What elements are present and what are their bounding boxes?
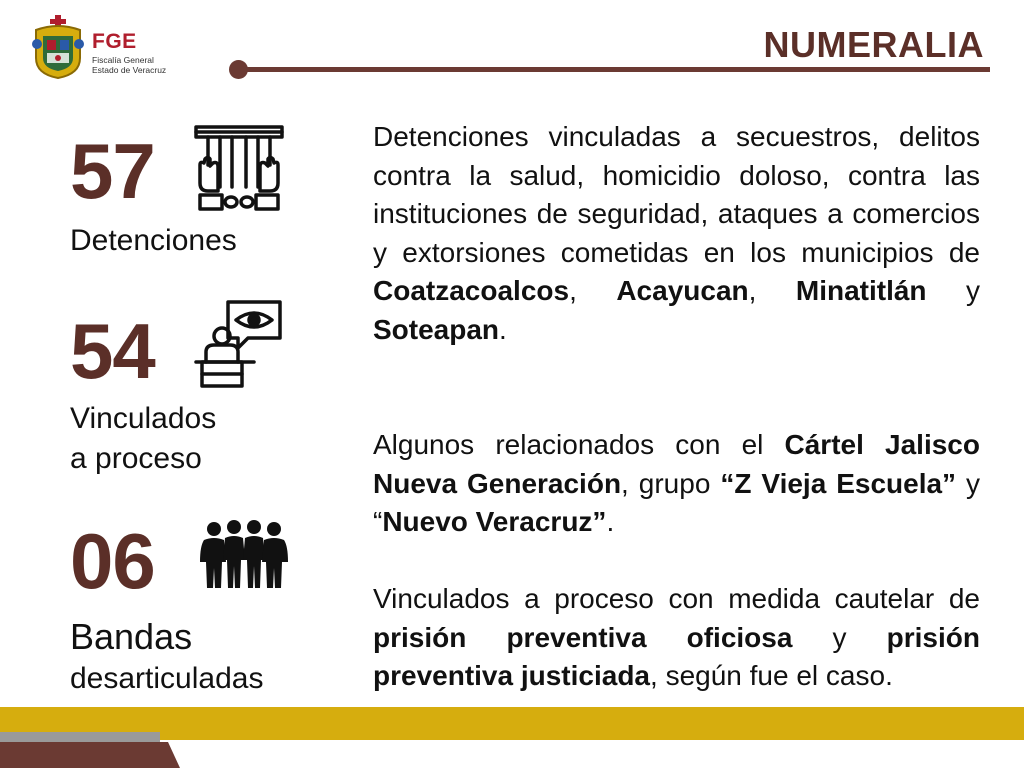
judge-at-podium-with-eye-icon: [192, 298, 284, 390]
measure-justiciada: prisión preventiva justiciada: [373, 621, 980, 691]
paragraph-precautionary-measures: Vinculados a proceso con medida cautelar de prisión preventiva oficiosa y prisión preventiva justiciada, según fue el caso.: [373, 583, 980, 691]
measure-oficiosa: prisión preventiva oficiosa: [373, 621, 793, 653]
logo-subtitle-line2: Estado de Veracruz: [92, 65, 167, 75]
place-minatitlan: Minatitlán: [795, 275, 927, 306]
fge-logo: [30, 14, 190, 84]
stat-gangs-number: 06: [70, 517, 155, 605]
place-soteapan: Soteapan: [373, 313, 500, 345]
page-title: NUMERALIA: [763, 24, 984, 65]
group-z-vieja-escuela: “Z Vieja Escuela”: [720, 467, 957, 499]
veracruz-seal-icon: [30, 14, 86, 80]
stat-gangs-label-line2: desarticuladas: [70, 662, 264, 695]
stat-gangs-label-line1: Bandas: [70, 616, 193, 657]
stat-linked-number: 54: [70, 307, 155, 395]
logo-acronym: FGE: [92, 30, 137, 53]
logo-subtitle-line1: Fiscalía General: [92, 55, 154, 65]
place-coatzacoalcos: Coatzacoalcos: [373, 275, 570, 306]
stat-detentions-label: Detenciones: [70, 224, 237, 257]
stat-linked-label-line1: Vinculados: [70, 402, 217, 435]
place-acayucan: Acayucan: [616, 275, 749, 306]
footer-brown-band: [0, 742, 180, 768]
stat-detentions-number: 57: [70, 127, 155, 215]
stat-linked-label-line2: a proceso: [70, 442, 202, 475]
group-nuevo-veracruz: Nuevo Veracruz”: [382, 506, 607, 537]
title-rule-line: [240, 67, 990, 72]
group-cjng: Cártel Jalisco Nueva Generación: [373, 429, 980, 499]
paragraph-detentions-detail: Detenciones vinculadas a secuestros, delitos contra la salud, homicidio doloso, contra las instituciones de seguridad, ataques a comercios y extorsiones cometidas en los municipios de Coatzacoalcos, Acayucan, Minatitlán y Soteapan.: [373, 121, 981, 345]
paragraph-groups: Algunos relacionados con el Cártel Jalisco Nueva Generación, grupo “Z Vieja Escuela” y “Nuevo Veracruz”.: [373, 429, 981, 537]
group-of-people-icon: [196, 520, 296, 590]
handcuffed-hands-behind-bars-icon: [194, 125, 284, 215]
